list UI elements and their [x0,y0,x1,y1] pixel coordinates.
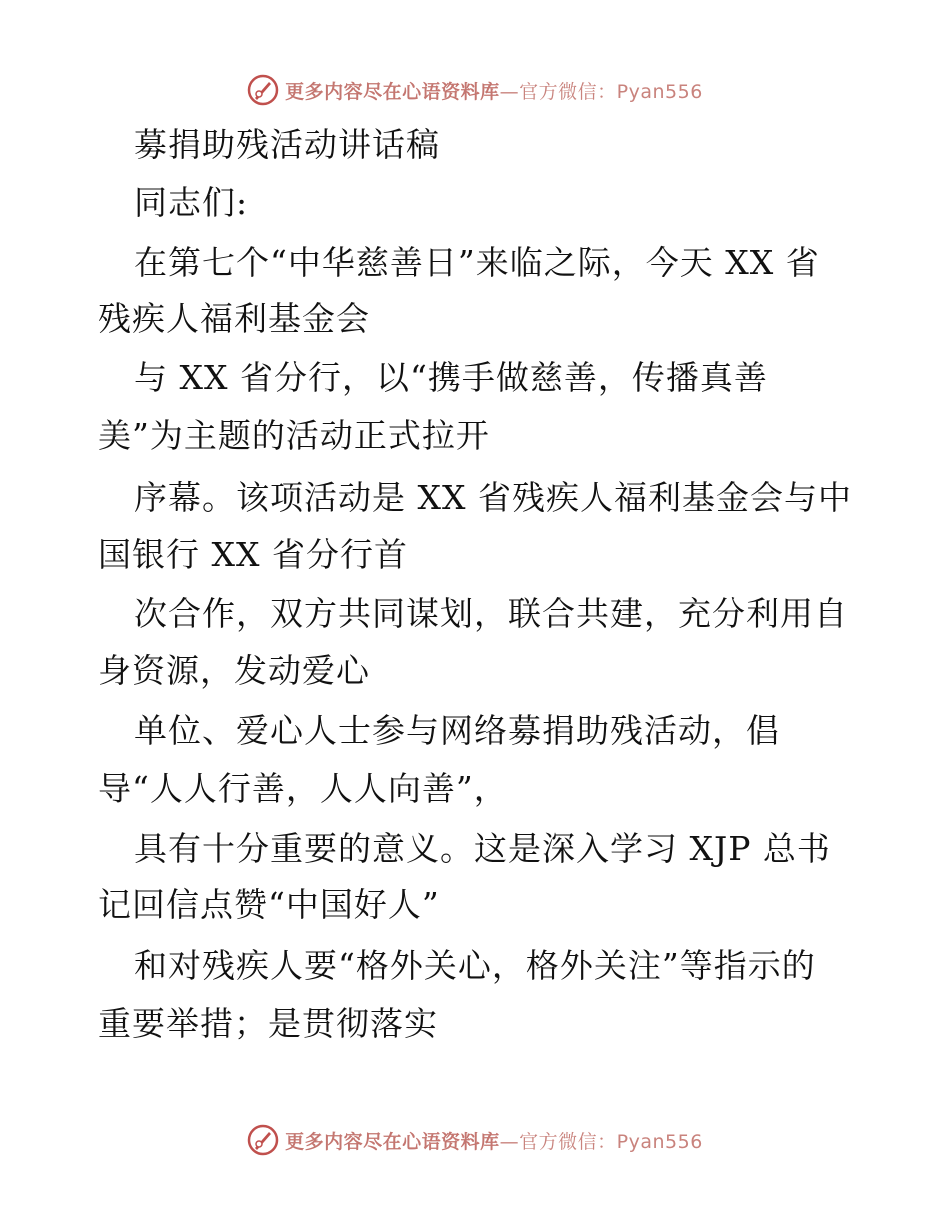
header-dash: — [499,80,520,103]
text-line: 序幕。该项活动是 XX 省残疾人福利基金会与中 [134,478,852,517]
text-line: 单位、爱心人士参与网络募捐助残活动，倡 [134,711,780,750]
text-line: 国银行 XX 省分行首 [98,535,408,574]
footer-banner-text [285,1127,703,1154]
footer-brand: 更多内容尽在心语资料库 [285,1130,500,1153]
header-wechat: 官方微信：Pyan556 [519,80,703,103]
text-line: 美”为主题的活动正式拉开 [98,416,490,455]
text-line: 在第七个“中华慈善日”来临之际，今天 XX 省 [134,243,820,282]
text-line: 重要举措；是贯彻落实 [98,1004,438,1043]
footer-banner [0,1122,950,1158]
text-line: 记回信点赞“中国好人” [98,885,440,924]
text-line: 导“人人行善，人人向善”， [98,769,508,808]
text-line: 身资源，发动爱心 [98,651,370,690]
quill-logo-icon [247,1124,279,1156]
text-line: 与 XX 省分行，以“携手做慈善，传播真善 [134,358,768,397]
text-line: 和对残疾人要“格外关心，格外关注”等指示的 [134,946,816,985]
footer-wechat: 官方微信：Pyan556 [519,1130,703,1153]
header-brand: 更多内容尽在心语资料库 [285,80,500,103]
text-line: 次合作，双方共同谋划，联合共建，充分利用自 [134,594,848,633]
document-title: 募捐助残活动讲话稿 [134,125,440,164]
text-line: 具有十分重要的意义。这是深入学习 XJP 总书 [134,829,831,868]
footer-dash: — [499,1130,520,1153]
text-line: 残疾人福利基金会 [98,299,370,338]
salutation: 同志们: [134,183,249,222]
